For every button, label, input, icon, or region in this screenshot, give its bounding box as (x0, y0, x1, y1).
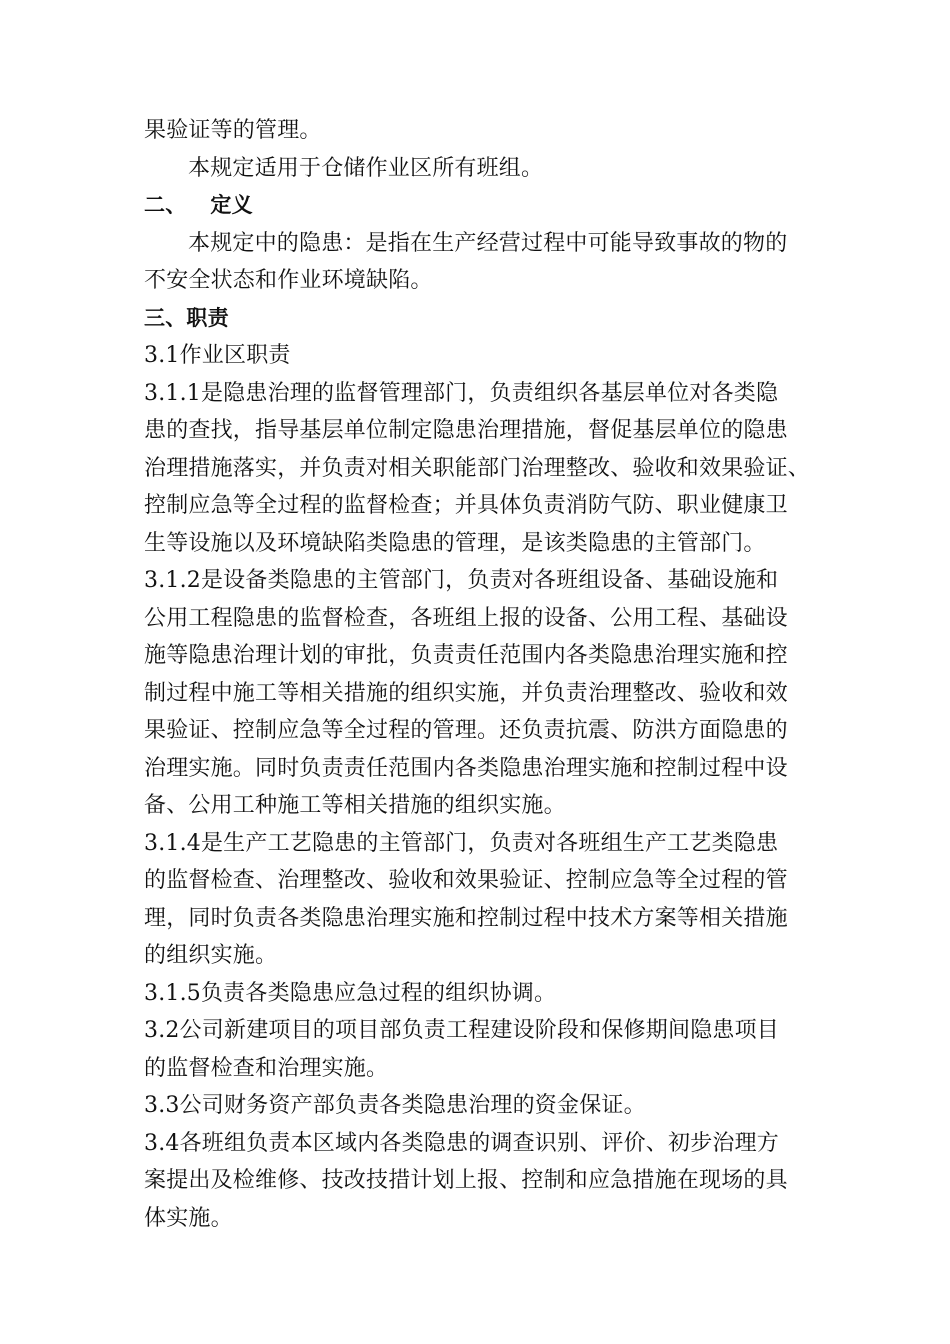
paragraph-line: 治理措施落实，并负责对相关职能部门治理整改、验收和效果验证、 (144, 455, 811, 481)
document-body (144, 112, 816, 1237)
paragraph-line: 控制应急等全过程的监督检查；并具体负责消防气防、职业健康卫 (144, 493, 788, 518)
paragraph-line: 公用工程隐患的监督检查，各班组上报的设备、公用工程、基础设 (144, 605, 788, 631)
paragraph-line: 3.4各班组负责本区域内各类隐患的调查识别、评价、初步治理方 (144, 1130, 779, 1156)
paragraph-line: 3.2公司新建项目的项目部负责工程建设阶段和保修期间隐患项目 (144, 1018, 779, 1043)
paragraph-line: 制过程中施工等相关措施的组织实施，并负责治理整改、验收和效 (144, 680, 788, 706)
section-number: 二、 (144, 193, 187, 217)
paragraph-line: 3.1.5负责各类隐患应急过程的组织协调。 (144, 980, 557, 1006)
paragraph-line: 的监督检查和治理实施。 (144, 1055, 389, 1081)
paragraph-line: 案提出及检维修、技改技措计划上报、控制和应急措施在现场的具 (144, 1168, 788, 1193)
section-title: 定义 (210, 193, 253, 217)
paragraph-line: 3.1.2是设备类隐患的主管部门，负责对各班组设备、基础设施和 (144, 568, 779, 593)
paragraph-line: 3.3公司财务资产部负责各类隐患治理的资金保证。 (144, 1093, 646, 1118)
paragraph-line: 3.1.4是生产工艺隐患的主管部门，负责对各班组生产工艺类隐患 (144, 830, 779, 856)
paragraph-line: 体实施。 (144, 1205, 233, 1231)
section-heading-definition (144, 187, 816, 225)
paragraph-line: 果验证等的管理。 (144, 118, 322, 143)
paragraph-line: 3.1.1是隐患治理的监督管理部门，负责组织各基层单位对各类隐 (144, 380, 779, 406)
paragraph-line: 3.1作业区职责 (144, 343, 291, 368)
paragraph-line: 备、公用工种施工等相关措施的组织实施。 (144, 793, 566, 818)
paragraph-line: 的组织实施。 (144, 943, 278, 968)
paragraph-line: 生等设施以及环境缺陷类隐患的管理，是该类隐患的主管部门。 (144, 530, 766, 556)
paragraph-line: 治理实施。同时负责责任范围内各类隐患治理实施和控制过程中设 (144, 755, 788, 781)
section-heading-duties: 三、职责 (144, 305, 229, 330)
paragraph-line: 不安全状态和作业环境缺陷。 (144, 268, 433, 293)
paragraph-line: 本规定中的隐患：是指在生产经营过程中可能导致事故的物的 (188, 230, 788, 256)
paragraph-line: 的监督检查、治理整改、验收和效果验证、控制应急等全过程的管 (144, 868, 788, 893)
paragraph-line: 施等隐患治理计划的审批，负责责任范围内各类隐患治理实施和控 (144, 643, 788, 668)
paragraph-line: 理，同时负责各类隐患治理实施和控制过程中技术方案等相关措施 (144, 905, 788, 931)
paragraph-line: 本规定适用于仓储作业区所有班组。 (188, 155, 544, 181)
paragraph-line: 果验证、控制应急等全过程的管理。还负责抗震、防洪方面隐患的 (144, 718, 788, 743)
paragraph-line: 患的查找，指导基层单位制定隐患治理措施，督促基层单位的隐患 (144, 418, 788, 443)
